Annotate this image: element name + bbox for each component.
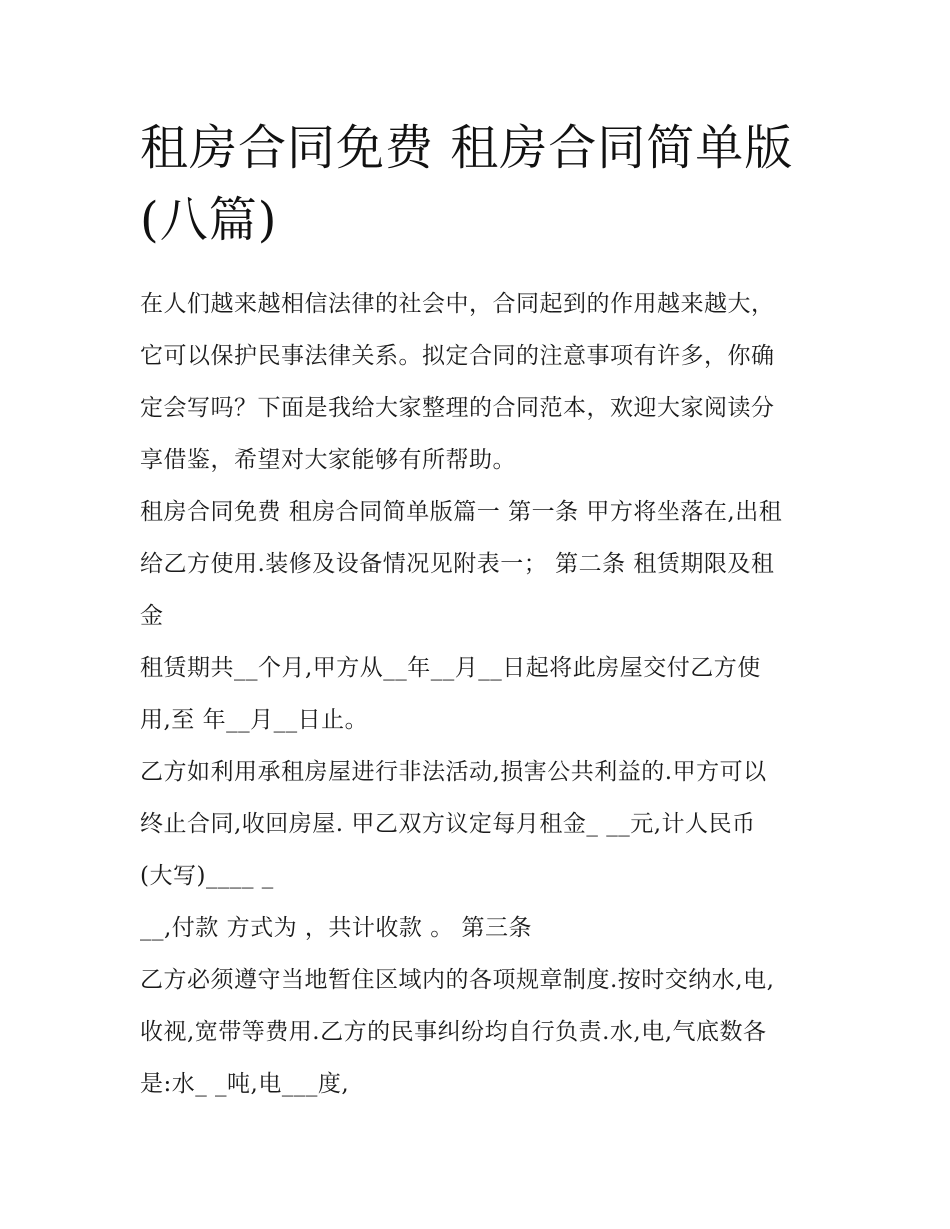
text-line: 用,至 年__月__日止。 [140, 707, 369, 733]
text-line: 乙方如利用承租房屋进行非法活动,损害公共利益的.甲方可以 [140, 759, 767, 785]
text-line: 给乙方使用.装修及设备情况见附表一； 第二条 租赁期限及租 [140, 551, 775, 577]
text-line: (大写)____ _ [140, 863, 274, 889]
intro-paragraph [140, 278, 815, 486]
text-line: 它可以保护民事法律关系。拟定合同的注意事项有许多，你确 [140, 343, 775, 369]
title-line: (八篇) [140, 192, 278, 248]
text-line: __,付款 方式为 ，共计收款 。 第三条 [140, 915, 533, 941]
article-one-paragraph [140, 486, 815, 642]
text-line: 是:水_ _吨,电___度, [140, 1071, 350, 1097]
text-line: 租赁期共__个月,甲方从__年__月__日起将此房屋交付乙方使 [140, 655, 761, 681]
text-line: 定会写吗？下面是我给大家整理的合同范本，欢迎大家阅读分 [140, 395, 775, 421]
document-body [140, 278, 815, 1110]
lease-term-paragraph [140, 642, 815, 746]
text-line: 乙方必须遵守当地暂住区域内的各项规章制度.按时交纳水,电, [140, 967, 775, 993]
text-line: 租房合同免费 租房合同简单版篇一 第一条 甲方将坐落在,出租 [140, 499, 783, 525]
text-line: 终止合同,收回房屋. 甲乙双方议定每月租金_ __元,计人民币 [140, 811, 756, 837]
text-line: 在人们越来越相信法律的社会中，合同起到的作用越来越大， [140, 291, 775, 317]
rent-paragraph [140, 746, 815, 902]
article-three-paragraph [140, 954, 815, 1110]
text-line: 收视,宽带等费用.乙方的民事纠纷均自行负责.水,电,气底数各 [140, 1019, 767, 1045]
title-line: 租房合同免费 租房合同简单版 [140, 120, 794, 176]
text-line: 金 [140, 603, 164, 629]
document-title [140, 112, 820, 256]
text-line: 享借鉴，希望对大家能够有所帮助。 [140, 447, 516, 473]
payment-paragraph [140, 902, 815, 954]
